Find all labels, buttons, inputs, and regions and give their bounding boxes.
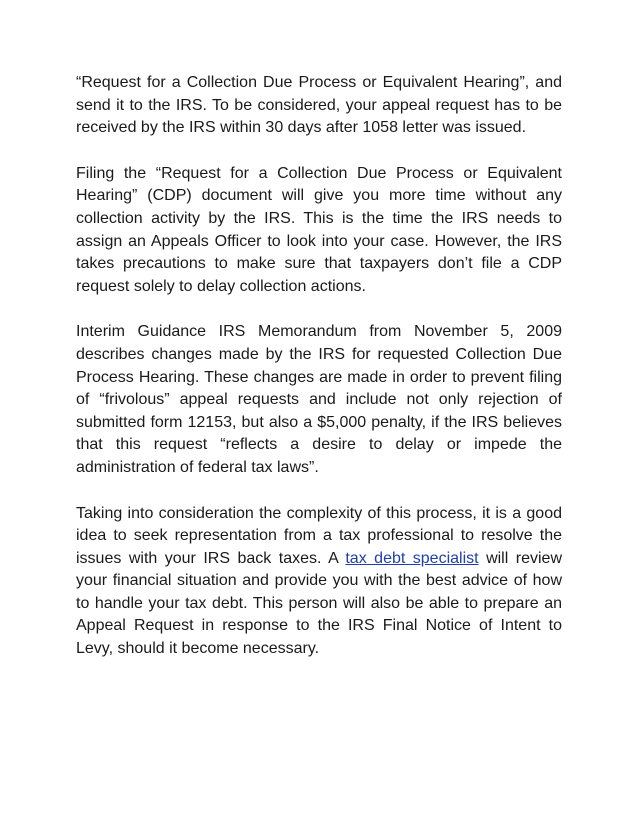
paragraph-appeal-request: “Request for a Collection Due Process or Equivalent Hearing”, and send it to the IRS. To be considered, your appeal request has to be received by the IRS within 30 days after 1058 letter was issued.: [76, 74, 562, 137]
paragraph-cdp-filing: Filing the “Request for a Collection Due Process or Equivalent Hearing” (CDP) document will give you more time without any collection activity by the IRS. This is the time the IRS needs to assign an Appeals Officer to look into your case. However, the IRS takes precautions to make sure that taxpayers don’t file a CDP request solely to delay collection actions.: [76, 164, 562, 295]
paragraph-text-before-link: Taking into consideration the complexity of this process, it is a good idea to seek representation from a tax professional to resolve the issues with your IRS back taxes. A: [76, 504, 562, 567]
tax-debt-specialist-link[interactable]: tax debt specialist: [345, 549, 479, 567]
paragraph-text-after-link: will review your financial situation and provide you with the best advice of how to handle your tax debt. This person will also be able to prepare an Appeal Request in response to the IRS Final Notice of Intent to Levy, should it become necessary.: [76, 549, 563, 658]
document-body: [76, 72, 562, 684]
paragraph-representation: [76, 503, 562, 661]
paragraph-interim-guidance: Interim Guidance IRS Memorandum from November 5, 2009 describes changes made by the IRS for requested Collection Due Process Hearing. These changes are made in order to prevent filing of “frivolous” appeal requests and include not only rejection of submitted form 12153, but also a $5,000 penalty, if the IRS believes that this request “reflects a desire to delay or impede the administration of federal tax laws”.: [76, 323, 562, 476]
